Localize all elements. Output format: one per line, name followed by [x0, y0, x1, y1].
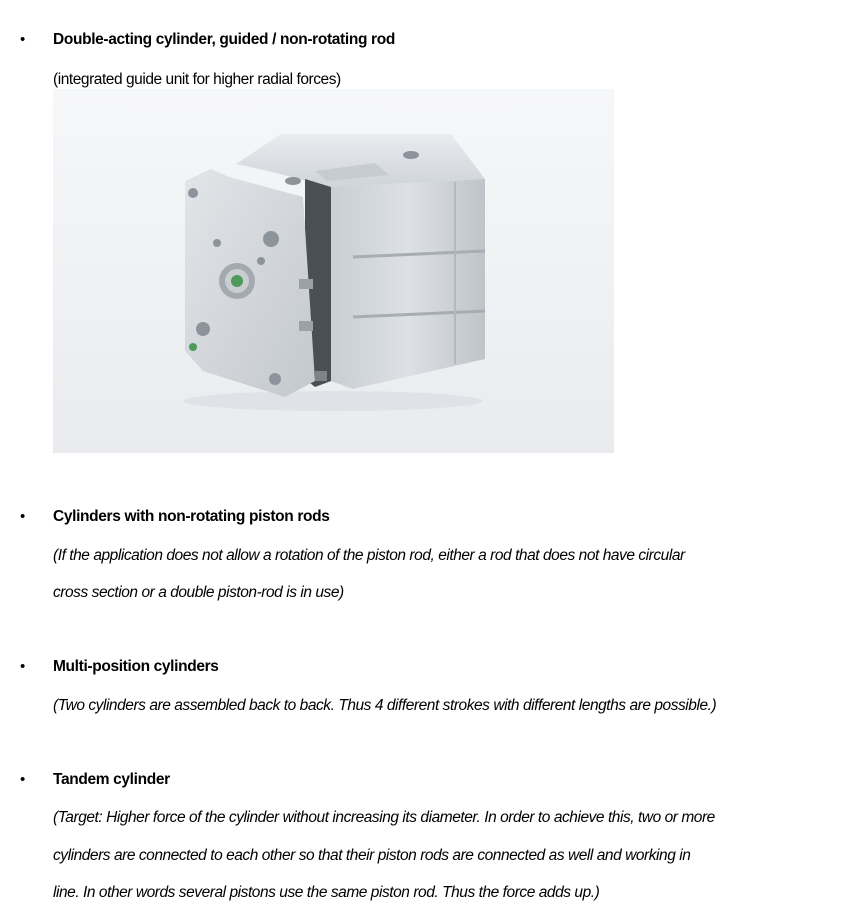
- bullet-marker: •: [20, 31, 26, 48]
- item-description-line: cylinders are connected to each other so that their piston rods are connected as well and working in: [53, 847, 691, 864]
- item-description-line: (Target: Higher force of the cylinder without increasing its diameter. In order to achieve this, two or more: [53, 809, 715, 826]
- bullet-marker: •: [20, 508, 26, 525]
- item-title-multi-position: Multi-position cylinders: [53, 658, 219, 675]
- item-description-line: (integrated guide unit for higher radial forces): [53, 71, 341, 88]
- item-title-tandem: Tandem cylinder: [53, 771, 170, 788]
- item-title-non-rotating: Cylinders with non-rotating piston rods: [53, 508, 330, 525]
- bullet-marker: •: [20, 771, 26, 788]
- guided-cylinder-photo: [53, 89, 614, 453]
- item-description-line: cross section or a double piston-rod is in use): [53, 584, 344, 601]
- bullet-marker: •: [20, 658, 26, 675]
- item-description-line: line. In other words several pistons use the same piston rod. Thus the force adds up.): [53, 884, 600, 901]
- item-title-guided-cylinder: Double-acting cylinder, guided / non-rotating rod: [53, 31, 395, 48]
- cylinder-illustration: [53, 89, 614, 453]
- item-description-line: (If the application does not allow a rotation of the piston rod, either a rod that does not have circular: [53, 547, 685, 564]
- item-description-line: (Two cylinders are assembled back to back. Thus 4 different strokes with different lengths are possible.): [53, 697, 717, 714]
